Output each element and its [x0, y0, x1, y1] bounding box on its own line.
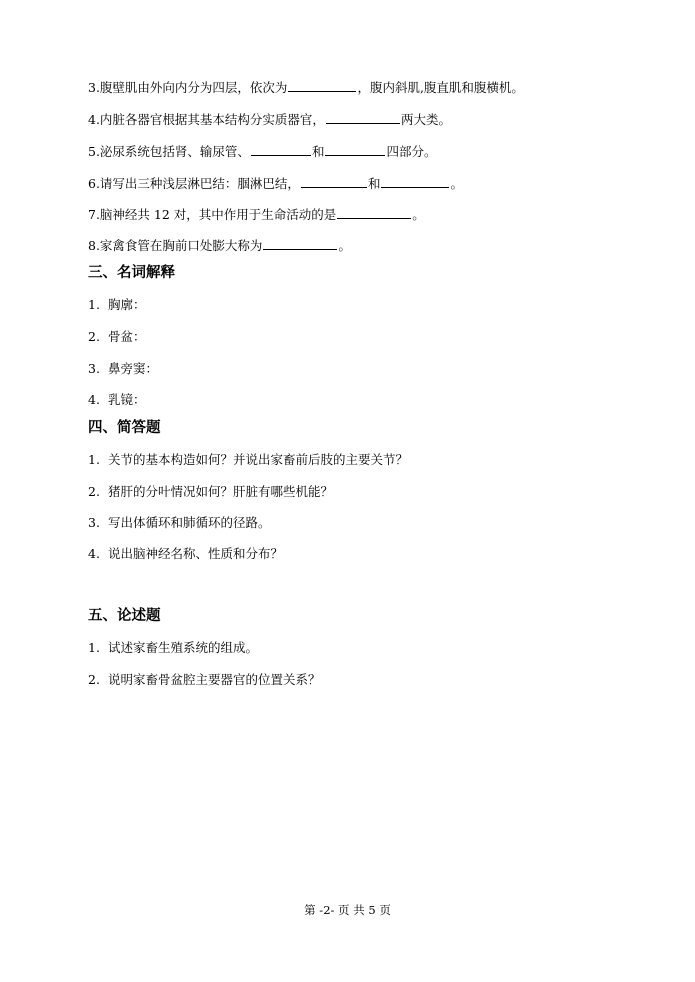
list-item	[88, 640, 258, 656]
question-3	[88, 79, 524, 96]
item-number: 1.	[88, 640, 100, 655]
item-text: 试述家畜生殖系统的组成。	[108, 640, 259, 655]
list-item	[88, 329, 146, 345]
item-text: 乳镜：	[108, 392, 146, 407]
question-6	[88, 175, 463, 192]
question-text: 。	[338, 238, 351, 253]
list-item	[88, 361, 158, 377]
answer-blank[interactable]	[337, 206, 411, 219]
question-text: ，腹内斜肌,腹直肌和腹横机。	[357, 80, 524, 95]
list-item	[88, 672, 321, 688]
list-item	[88, 297, 146, 313]
item-text: 关节的基本构造如何？并说出家畜前后肢的主要关节？	[108, 452, 409, 467]
item-number: 2.	[88, 672, 100, 687]
item-number: 1.	[88, 452, 100, 467]
question-text: 8.家禽食管在胸前口处膨大称为	[88, 238, 263, 253]
item-number: 4.	[88, 392, 100, 407]
section-heading-essay: 五、论述题	[88, 608, 161, 624]
question-text: 和	[311, 144, 325, 159]
question-text: 和	[367, 176, 381, 191]
page-number-footer: 第 -2- 页 共 5 页	[304, 903, 391, 917]
list-item	[88, 452, 408, 468]
item-text: 鼻旁窦：	[108, 361, 159, 376]
item-number: 3.	[88, 361, 100, 376]
item-text: 胸廓：	[108, 297, 146, 312]
question-5	[88, 143, 436, 160]
question-text: 3.腹壁肌由外向内分为四层，依次为	[88, 80, 288, 95]
item-number: 1.	[88, 297, 100, 312]
question-4	[88, 111, 451, 128]
answer-blank[interactable]	[288, 79, 356, 92]
question-text: 。	[412, 207, 425, 222]
question-text: 。	[450, 176, 463, 191]
list-item	[88, 546, 283, 562]
question-7	[88, 206, 425, 223]
question-text: 6.请写出三种浅层淋巴结：腘淋巴结，	[88, 176, 300, 191]
question-text: 7.脑神经共 12 对，其中作用于生命活动的是	[88, 207, 337, 222]
question-text: 4.内脏各器官根据其基本结构分实质器官，	[88, 112, 325, 127]
section-heading-terms: 三、名词解释	[88, 265, 175, 281]
list-item	[88, 515, 271, 531]
item-number: 3.	[88, 515, 100, 530]
item-text: 说出脑神经名称、性质和分布？	[108, 546, 284, 561]
answer-blank[interactable]	[325, 143, 385, 156]
answer-blank[interactable]	[263, 237, 337, 250]
question-8	[88, 237, 351, 254]
question-text: 5.泌尿系统包括肾、输尿管、	[88, 144, 250, 159]
item-text: 骨盆：	[108, 329, 146, 344]
item-number: 2.	[88, 484, 100, 499]
answer-blank[interactable]	[381, 175, 449, 188]
answer-blank[interactable]	[301, 175, 367, 188]
answer-blank[interactable]	[326, 111, 400, 124]
section-heading-short-answer: 四、简答题	[88, 420, 161, 436]
question-text: 四部分。	[386, 144, 437, 159]
list-item	[88, 392, 146, 408]
item-number: 4.	[88, 546, 100, 561]
question-text: 两大类。	[400, 112, 451, 127]
item-text: 写出体循环和肺循环的径路。	[108, 515, 271, 530]
item-text: 说明家畜骨盆腔主要器官的位置关系？	[108, 672, 321, 687]
item-number: 2.	[88, 329, 100, 344]
item-text: 猪肝的分叶情况如何？肝脏有哪些机能？	[108, 484, 334, 499]
answer-blank[interactable]	[251, 143, 311, 156]
list-item	[88, 484, 333, 500]
